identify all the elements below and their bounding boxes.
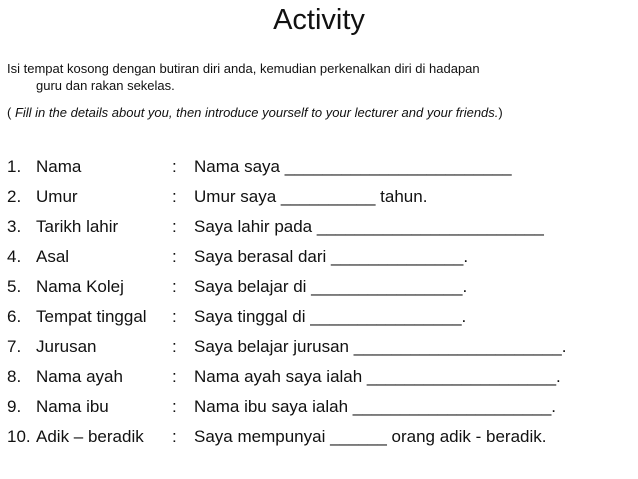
list-item: [7, 215, 632, 245]
page-title: Activity: [273, 4, 365, 36]
instruction-english-close: ): [498, 105, 503, 120]
item-label: Tempat tinggal: [36, 307, 147, 326]
item-sentence: Saya lahir pada ________________________: [194, 217, 544, 236]
item-sentence: Saya berasal dari ______________.: [194, 247, 469, 266]
item-colon: :: [172, 217, 177, 236]
list-item: [7, 425, 632, 455]
list-item: [7, 335, 632, 365]
item-sentence: Umur saya __________ tahun.: [194, 187, 428, 206]
instruction-english-open: (: [7, 105, 15, 120]
item-colon: :: [172, 157, 177, 176]
item-label: Tarikh lahir: [36, 217, 119, 236]
item-sentence: Saya mempunyai ______ orang adik - beradik.: [194, 427, 547, 446]
item-sentence: Saya tinggal di ________________.: [194, 307, 467, 326]
list-item: [7, 245, 632, 275]
item-label: Umur: [36, 187, 78, 206]
item-number: 10.: [7, 427, 31, 446]
item-sentence: Nama ibu saya ialah _____________________.: [194, 397, 557, 416]
item-sentence: Nama ayah saya ialah ____________________.: [194, 367, 561, 386]
item-label: Adik – beradik: [36, 427, 144, 446]
item-number: 3.: [7, 217, 22, 236]
instruction-malay-line1: Isi tempat kosong dengan butiran diri anda, kemudian perkenalkan diri di hadapan: [7, 61, 480, 76]
item-number: 5.: [7, 277, 22, 296]
item-colon: :: [172, 337, 177, 356]
list-item: [7, 155, 632, 185]
item-label: Asal: [36, 247, 70, 266]
list-item: [7, 275, 632, 305]
item-colon: :: [172, 427, 177, 446]
item-label: Nama ibu: [36, 397, 109, 416]
item-sentence: Saya belajar jurusan ______________________.: [194, 337, 567, 356]
instruction-english: [7, 104, 632, 121]
item-sentence: Saya belajar di ________________.: [194, 277, 468, 296]
item-colon: :: [172, 277, 177, 296]
item-colon: :: [172, 367, 177, 386]
instruction-malay-line2: guru dan rakan sekelas.: [36, 78, 175, 93]
item-label: Nama: [36, 157, 82, 176]
item-label: Nama Kolej: [36, 277, 124, 296]
list-item: [7, 365, 632, 395]
list-item: [7, 185, 632, 215]
item-number: 2.: [7, 187, 22, 206]
activity-list: [7, 155, 632, 455]
item-colon: :: [172, 307, 177, 326]
item-colon: :: [172, 187, 177, 206]
item-number: 8.: [7, 367, 22, 386]
item-number: 6.: [7, 307, 22, 326]
instruction-english-text: Fill in the details about you, then introduce yourself to your lecturer and your friends.: [14, 105, 499, 120]
item-number: 1.: [7, 157, 22, 176]
item-number: 7.: [7, 337, 22, 356]
list-item: [7, 305, 632, 335]
item-sentence: Nama saya ________________________: [194, 157, 512, 176]
item-number: 9.: [7, 397, 22, 416]
item-label: Nama ayah: [36, 367, 123, 386]
list-item: [7, 395, 632, 425]
item-colon: :: [172, 397, 177, 416]
item-label: Jurusan: [36, 337, 97, 356]
item-colon: :: [172, 247, 177, 266]
item-number: 4.: [7, 247, 22, 266]
